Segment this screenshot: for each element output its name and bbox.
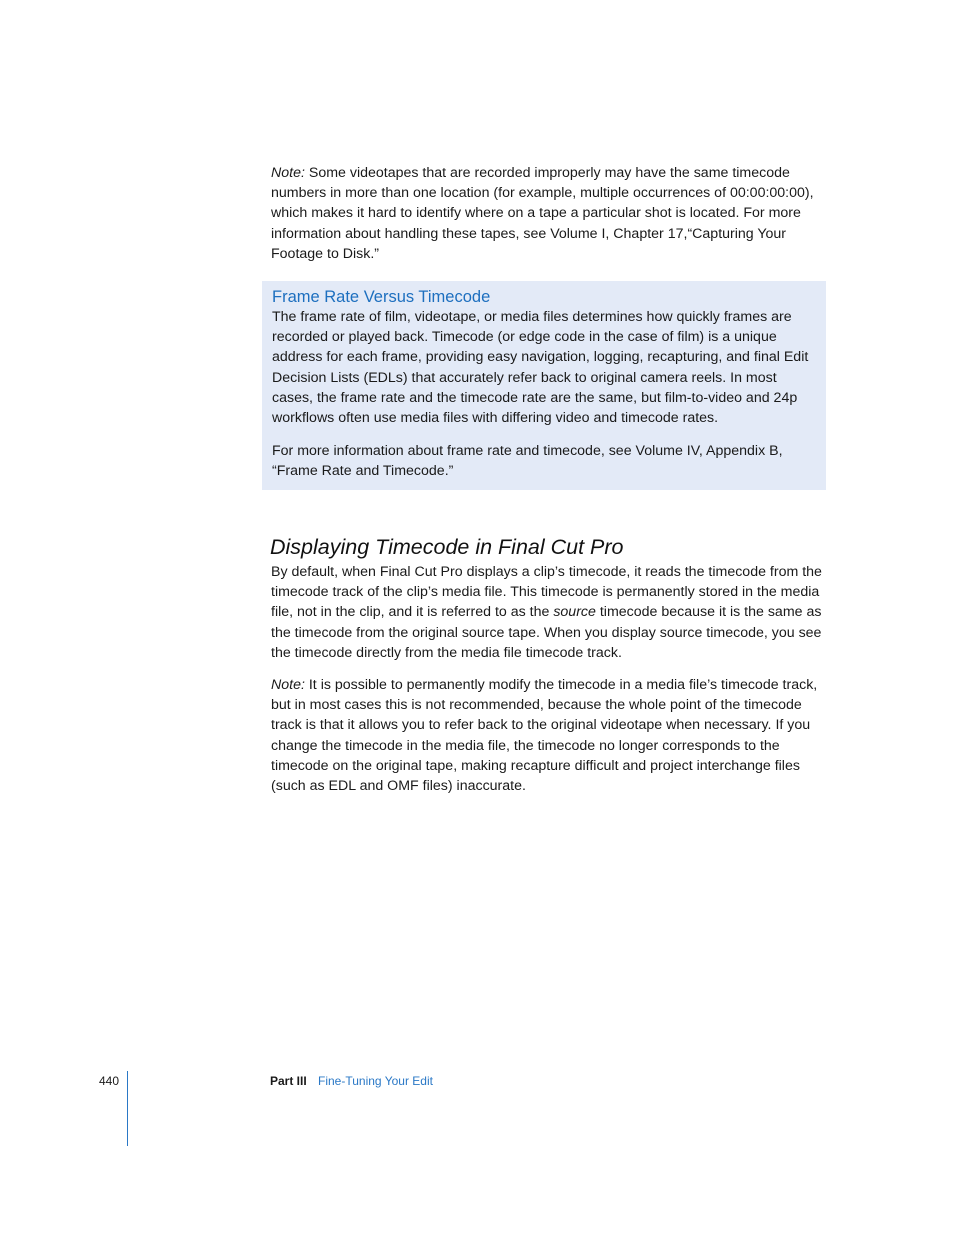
sidebar-title: Frame Rate Versus Timecode xyxy=(272,288,491,306)
note-text: It is possible to permanently modify the timecode in a media file’s timecode track, but in most cases this is not recommended, because the whole point of the timecode track is that it allows you to refer back to the original videotape when necessary. If you change the timecode in the media file, the timecode no longer corresponds to the timecode on the original tape, making recapture difficult and project interchange files (such as EDL and OMF files) inaccurate. xyxy=(271,677,818,795)
note-paragraph-2 xyxy=(271,675,827,796)
note-label: Note: xyxy=(271,677,305,693)
note-text: Some videotapes that are recorded improperly may have the same timecode numbers in more than one location (for example, multiple occurrences of 00:00:00:00), which makes it hard to identify where on a tape a particular shot is located. For more information about handling these tapes, see Volume I, Chapter 17,“Capturing Your Footage to Disk.” xyxy=(271,165,814,262)
section-body-part1: By default, when Final Cut Pro displays a clip’s timecode, it reads the timecode from the timecode track of the clip’s media file. This timecode is permanently stored in the media file, not in the clip, and it is referred to as the xyxy=(271,564,822,621)
section-heading: Displaying Timecode in Final Cut Pro xyxy=(270,535,624,559)
section-body-emphasis: source xyxy=(553,604,596,621)
sidebar-box xyxy=(262,281,826,490)
note-paragraph-1 xyxy=(271,163,827,264)
page-number: 440 xyxy=(99,1074,120,1088)
section-body-part2: timecode because it is the same as the timecode from the original source tape. When you display source timecode, you see the timecode directly from the media file timecode track. xyxy=(271,604,822,661)
section-body-paragraph xyxy=(271,562,827,663)
part-label: Part III xyxy=(270,1074,307,1088)
sidebar-paragraph-1: The frame rate of film, videotape, or media files determines how quickly frames are recorded or played back. Timecode (or edge code in the case of film) is a unique address for each frame, providing easy navigation, logging, recapturing, and final Edit Decision Lists (EDLs) that accurately refer back to original camera reels. In most cases, the frame rate and the timecode rate are the same, but film-to-video and 24p workflows often use media files with differing video and timecode rates. xyxy=(272,309,809,427)
footer-divider xyxy=(127,1071,128,1146)
part-title-link[interactable]: Fine-Tuning Your Edit xyxy=(318,1074,433,1088)
sidebar-paragraph-2: For more information about frame rate and timecode, see Volume IV, Appendix B, “Frame Rate and Timecode.” xyxy=(272,443,783,480)
note-label: Note: xyxy=(271,165,305,181)
